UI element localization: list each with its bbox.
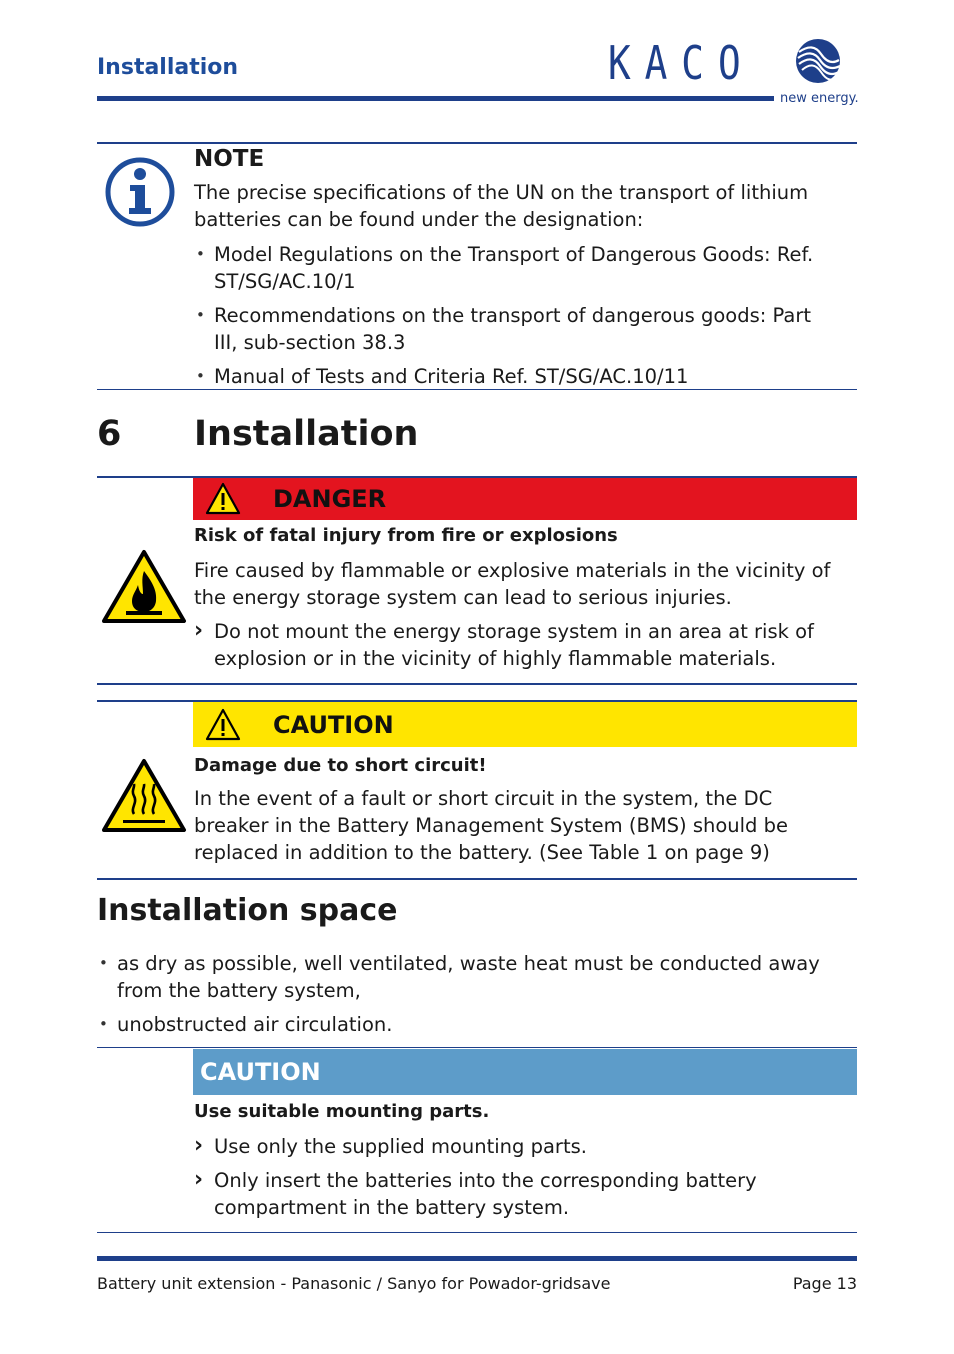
danger-banner [193,478,857,520]
running-header: Installation [97,55,239,80]
footer-page-number: Page 13 [792,1274,857,1293]
caution-mount-actions [194,1133,839,1228]
caution-heading: Damage due to short circuit! [194,755,487,776]
list-item: • Manual of Tests and Criteria Ref. ST/SG/AC.10/11 [194,363,839,390]
caution-mount-label: CAUTION [200,1058,321,1086]
danger-label: DANGER [273,485,387,513]
kaco-logo-text: KACO [608,36,755,90]
footer-document-title: Battery unit extension - Panasonic / Sanyo for Powador-gridsave [97,1274,611,1293]
warning-triangle-icon [205,708,241,742]
hot-surface-icon [101,758,187,834]
mount-bottom-rule [97,1232,857,1233]
fire-hazard-icon [101,549,187,625]
footer-rule [97,1256,857,1261]
caution-mount-heading: Use suitable mounting parts. [194,1101,490,1122]
list-item: › Use only the supplied mounting parts. [194,1133,839,1160]
caution-bottom-rule [97,878,857,880]
kaco-logo-icon [795,38,841,84]
danger-heading: Risk of fatal injury from fire or explosions [194,525,618,546]
list-item: • as dry as possible, well ventilated, waste heat must be conducted away from the battery system, [97,950,842,1004]
danger-actions [194,618,844,679]
caution-banner [193,702,857,747]
info-icon [104,156,176,228]
caution-mount-banner [193,1049,857,1095]
caution-label: CAUTION [273,711,394,739]
note-list [194,241,839,397]
section-title: Installation [194,414,419,454]
installation-space-list [97,950,842,1045]
note-title: NOTE [194,146,265,172]
list-item: • Recommendations on the transport of dangerous goods: Part III, sub-section 38.3 [194,302,839,356]
danger-bottom-rule [97,683,857,685]
list-item: › Do not mount the energy storage system in an area at risk of explosion or in the vicinity of highly flammable materials. [194,618,844,672]
section-number: 6 [97,414,122,454]
list-item: • Model Regulations on the Transport of Dangerous Goods: Ref. ST/SG/AC.10/1 [194,241,839,295]
note-top-rule [97,142,857,144]
warning-triangle-icon [205,482,241,516]
note-bottom-rule [97,389,857,390]
header-rule [97,96,774,101]
note-intro: The precise specifications of the UN on the transport of lithium batteries can be found under the designation: [194,181,809,231]
list-item: • unobstructed air circulation. [97,1011,842,1038]
danger-text: Fire caused by flammable or explosive materials in the vicinity of the energy storage system can lead to serious injuries. [194,559,831,609]
kaco-tagline: new energy. [780,91,859,106]
caution-text: In the event of a fault or short circuit in the system, the DC breaker in the Battery Management System (BMS) should be replaced in addition to the battery. (See Table 1 on page 9) [194,787,789,864]
list-item: › Only insert the batteries into the corresponding battery compartment in the battery system. [194,1167,839,1221]
mount-top-rule [97,1047,857,1048]
subsection-title: Installation space [97,893,398,928]
